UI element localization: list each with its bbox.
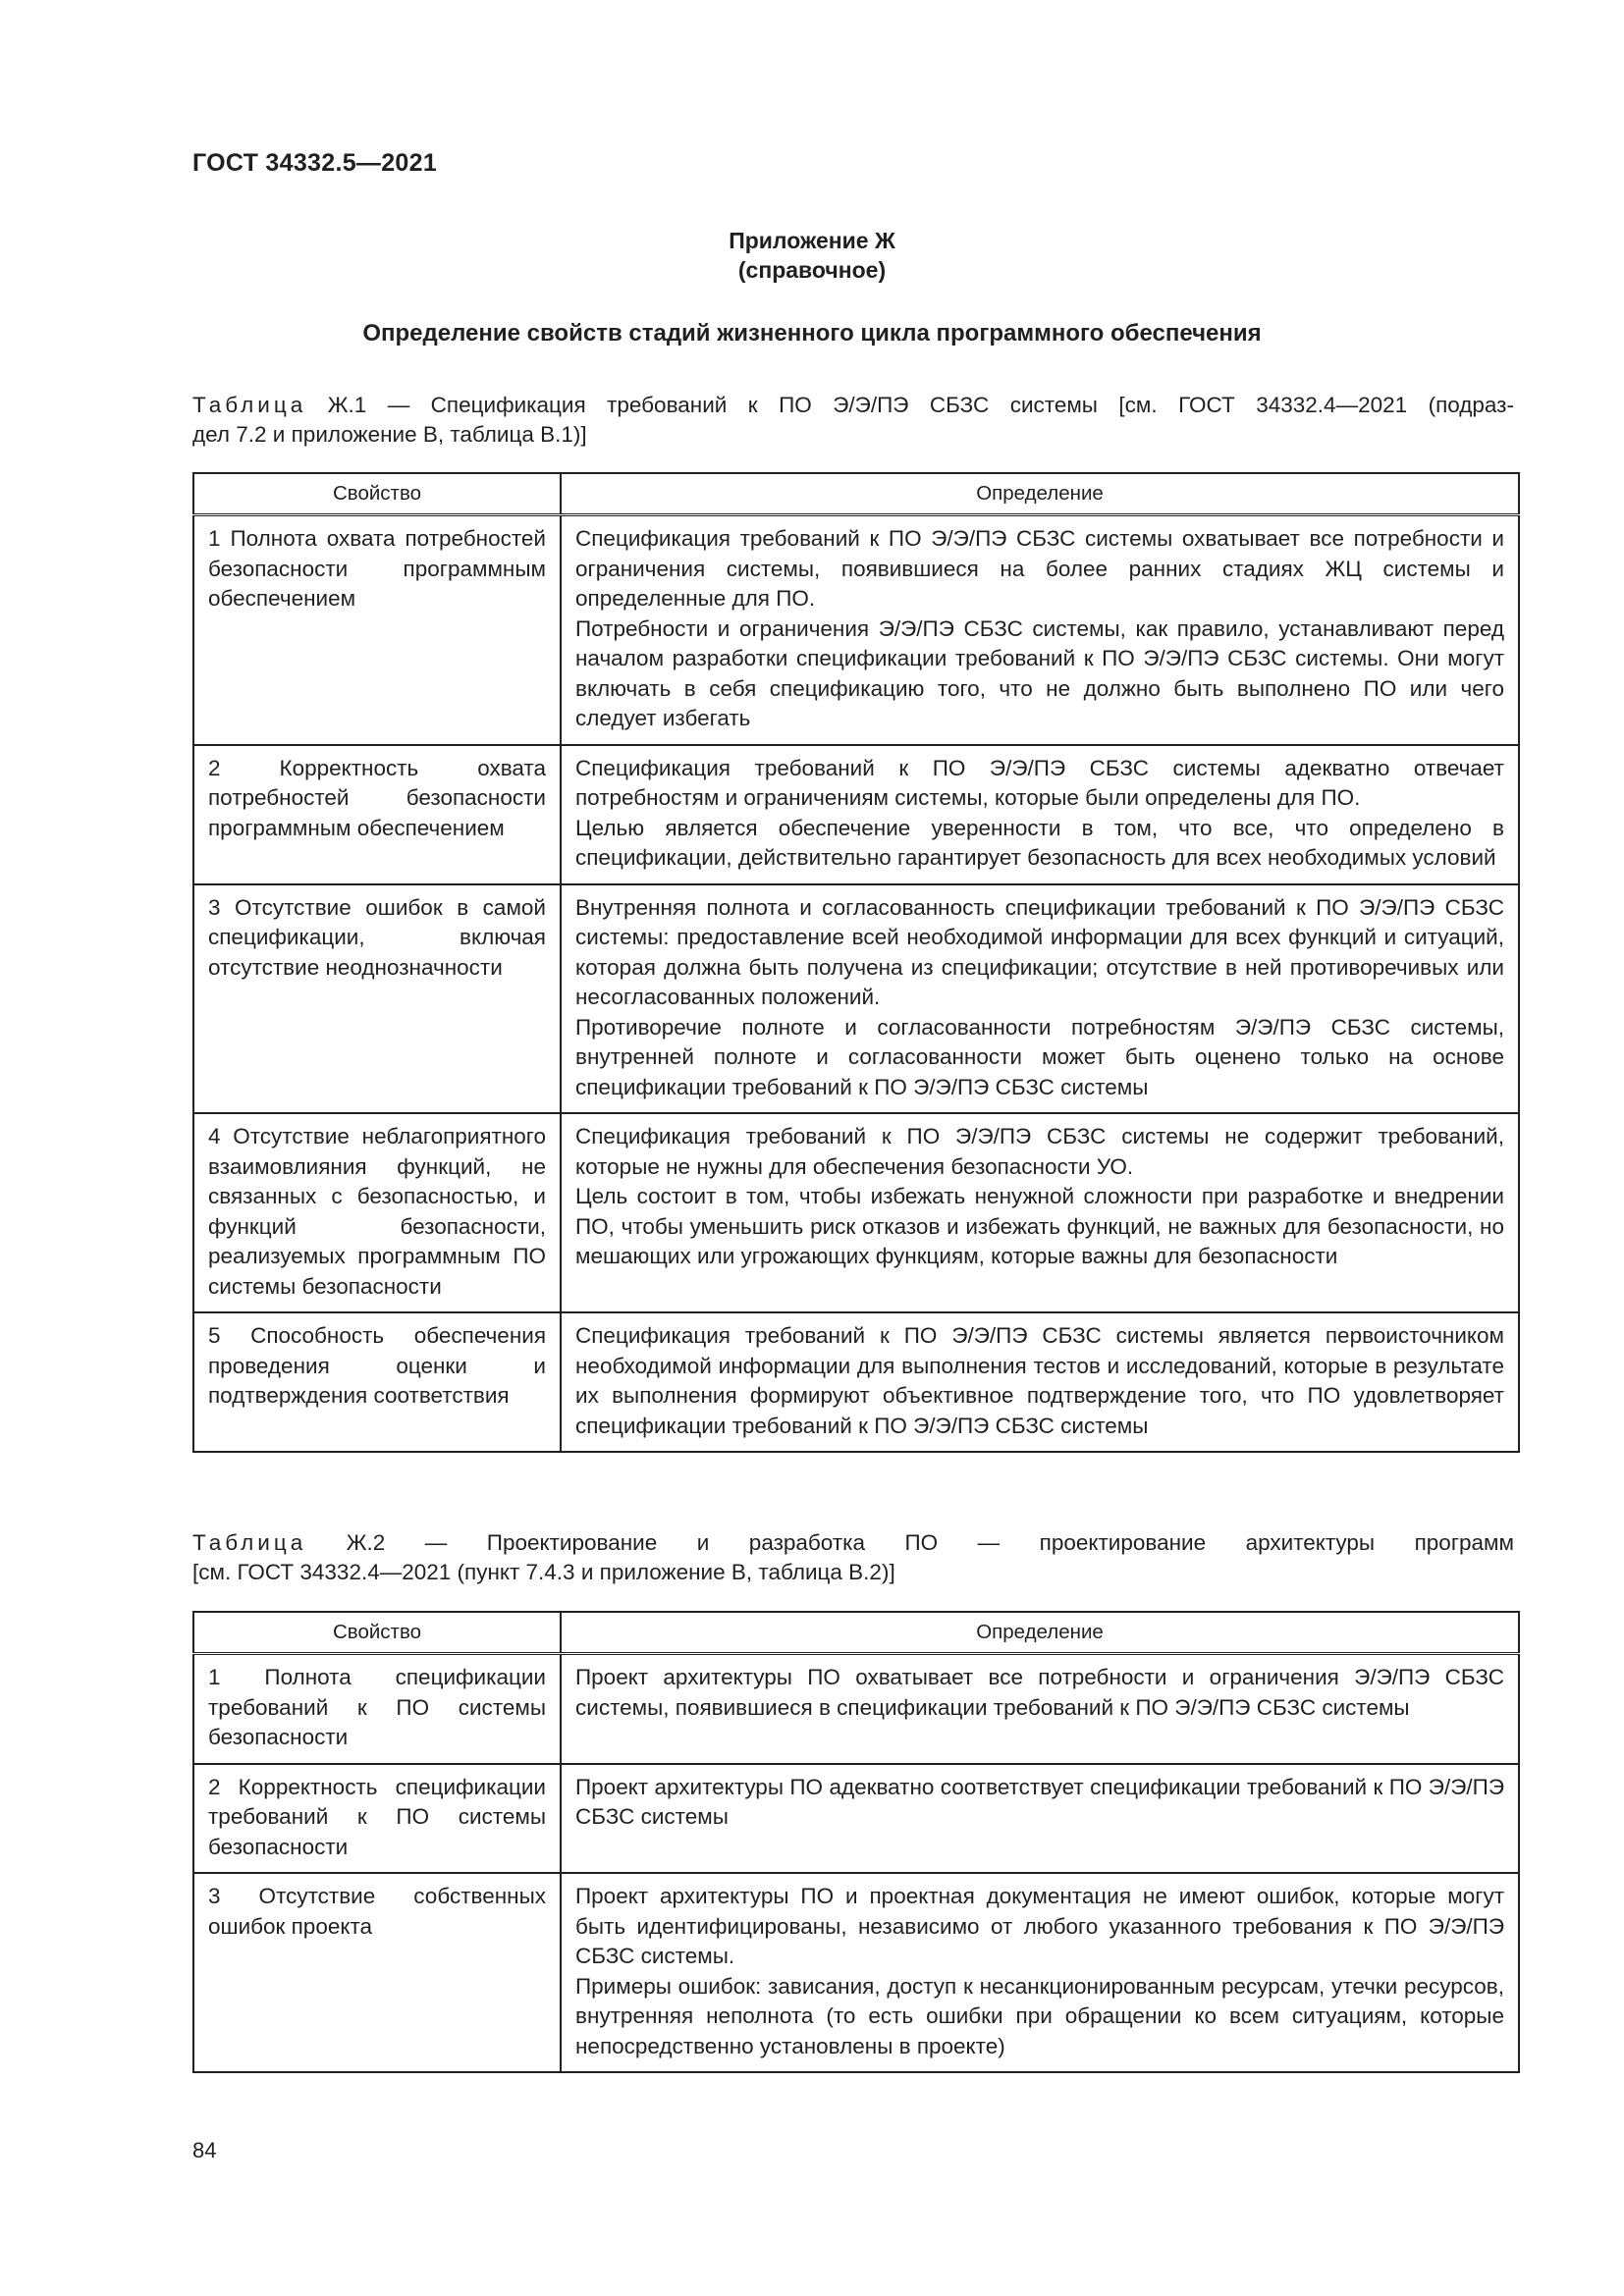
definition-cell: [561, 1764, 1519, 1874]
table-row: [193, 884, 1519, 1114]
definition-paragraph: Спецификация требований к ПО Э/Э/ПЭ СБЗС системы является первоисточником необходимой информации для выполнения тестов и исследований, которые в результате их выполнения формируют объективное подтверждение того, что ПО удовлетворяет спецификации требований к ПО Э/Э/ПЭ СБЗС системы: [575, 1323, 1504, 1438]
appendix-title: Приложение Ж: [729, 228, 895, 253]
definition-paragraph: Потребности и ограничения Э/Э/ПЭ СБЗС системы, как правило, устанавливают перед началом разработки спецификации требований к ПО Э/Э/ПЭ СБЗС системы. Они могут включать в себя спецификацию того, что не должно быть выполнено ПО или чего следует избегать: [575, 615, 1504, 730]
page-number: 84: [192, 2138, 217, 2163]
definition-paragraph: Примеры ошибок: зависания, доступ к несанкционированным ресурсам, утечки ресурсов, внутренняя неполнота (то есть ошибки при обращении ко всем ситуациям, которые непосредственно установлены в проекте): [575, 1973, 1504, 2058]
definition-cell: [561, 1312, 1519, 1452]
table1: [192, 472, 1520, 1453]
definition-paragraph: Проект архитектуры ПО и проектная документация не имеют ошибок, которые могут быть идентифицированы, независимо от любого указанного требования к ПО Э/Э/ПЭ СБЗС системы.: [575, 1884, 1504, 1968]
definition-cell: [561, 1113, 1519, 1312]
definition-cell: [561, 1873, 1519, 2072]
property-cell: 1 Полнота охвата потребностей безопасности программным обеспечением: [193, 515, 561, 745]
property-cell: 3 Отсутствие собственных ошибок проекта: [193, 1873, 561, 2072]
table-row: [193, 1654, 1519, 1764]
definition-paragraph: Проект архитектуры ПО охватывает все потребности и ограничения Э/Э/ПЭ СБЗС системы, появившиеся в спецификации требований к ПО Э/Э/ПЭ СБЗС системы: [575, 1665, 1504, 1720]
table-row: [193, 1312, 1519, 1452]
property-cell: 5 Способность обеспечения проведения оценки и подтверждения соответствия: [193, 1312, 561, 1452]
table2-caption-line1: Ж.2 — Проектирование и разработка ПО — проектирование архитектуры программ: [346, 1530, 1514, 1555]
property-cell: 2 Корректность спецификации требований к ПО системы безопасности: [193, 1764, 561, 1874]
table2-caption-line2: [см. ГОСТ 34332.4—2021 (пункт 7.4.3 и приложение В, таблица В.2)]: [192, 1560, 895, 1584]
definition-cell: [561, 884, 1519, 1114]
definition-paragraph: Спецификация требований к ПО Э/Э/ПЭ СБЗС системы охватывает все потребности и ограничения системы, появившиеся на более ранних стадиях ЖЦ системы и определенные для ПО.: [575, 526, 1504, 611]
standard-header: ГОСТ 34332.5—2021: [192, 149, 438, 177]
definition-paragraph: Спецификация требований к ПО Э/Э/ПЭ СБЗС системы не содержит требований, которые не нужны для обеспечения безопасности УО.: [575, 1124, 1504, 1179]
definition-paragraph: Цель состоит в том, чтобы избежать ненужной сложности при разработке и внедрении ПО, чтобы уменьшить риск отказов и избежать функций, не важных для безопасности, но мешающих или угрожающих функциям, которые важны для безопасности: [575, 1184, 1504, 1268]
table2: [192, 1611, 1520, 2073]
definition-paragraph: Целью является обеспечение уверенности в том, что все, что определено в спецификации, действительно гарантирует безопасность для всех необходимых условий: [575, 815, 1504, 870]
definition-cell: [561, 1654, 1519, 1764]
property-cell: 2 Корректность охвата потребностей безопасности программным обеспечением: [193, 745, 561, 884]
appendix-subtitle: (справочное): [737, 257, 887, 283]
property-cell: 3 Отсутствие ошибок в самой спецификации, включая отсутствие неоднозначности: [193, 884, 561, 1114]
table1-caption-line1: Ж.1 — Спецификация требований к ПО Э/Э/ПЭ СБЗС системы [см. ГОСТ 34332.4—2021 (подраз-: [327, 393, 1514, 417]
definition-cell: [561, 515, 1519, 745]
definition-paragraph: Противоречие полноте и согласованности потребностям Э/Э/ПЭ СБЗС системы, внутренней полноте и согласованности может быть оценено только на основе спецификации требований к ПО Э/Э/ПЭ СБЗС системы: [575, 1014, 1504, 1099]
table1-header-property: Свойство: [193, 473, 561, 515]
definition-paragraph: Проект архитектуры ПО адекватно соответствует спецификации требований к ПО Э/Э/ПЭ СБЗС системы: [575, 1774, 1504, 1829]
table-row: [193, 1873, 1519, 2072]
table2-header-property: Свойство: [193, 1612, 561, 1654]
definition-paragraph: Внутренняя полнота и согласованность спецификации требований к ПО Э/Э/ПЭ СБЗС системы: предоставление всей необходимой информации для всех функций и ситуаций, которая должна быть получена из спецификации; отсутствие в ней противоречивых или несогласованных положений.: [575, 894, 1504, 1009]
table-row: [193, 1113, 1519, 1312]
table2-header-definition: Определение: [561, 1612, 1519, 1654]
table-row: [193, 745, 1519, 884]
definition-cell: [561, 745, 1519, 884]
section-title: Определение свойств стадий жизненного цикла программного обеспечения: [362, 320, 1262, 347]
table1-caption: [192, 391, 1514, 450]
property-cell: 4 Отсутствие неблагоприятного взаимовлияния функций, не связанных с безопасностью, и функций безопасности, реализуемых программным ПО системы безопасности: [193, 1113, 561, 1312]
table2-caption-word: Таблица: [192, 1530, 307, 1555]
definition-paragraph: Спецификация требований к ПО Э/Э/ПЭ СБЗС системы адекватно отвечает потребностям и ограничениям системы, которые были определены для ПО.: [575, 755, 1504, 810]
property-cell: 1 Полнота спецификации требований к ПО системы безопасности: [193, 1654, 561, 1764]
table1-caption-line2: дел 7.2 и приложение В, таблица В.1)]: [192, 422, 587, 447]
table-row: [193, 1764, 1519, 1874]
table1-header-definition: Определение: [561, 473, 1519, 515]
table2-caption: [192, 1528, 1514, 1587]
table1-caption-word: Таблица: [192, 393, 307, 417]
table-row: [193, 515, 1519, 745]
